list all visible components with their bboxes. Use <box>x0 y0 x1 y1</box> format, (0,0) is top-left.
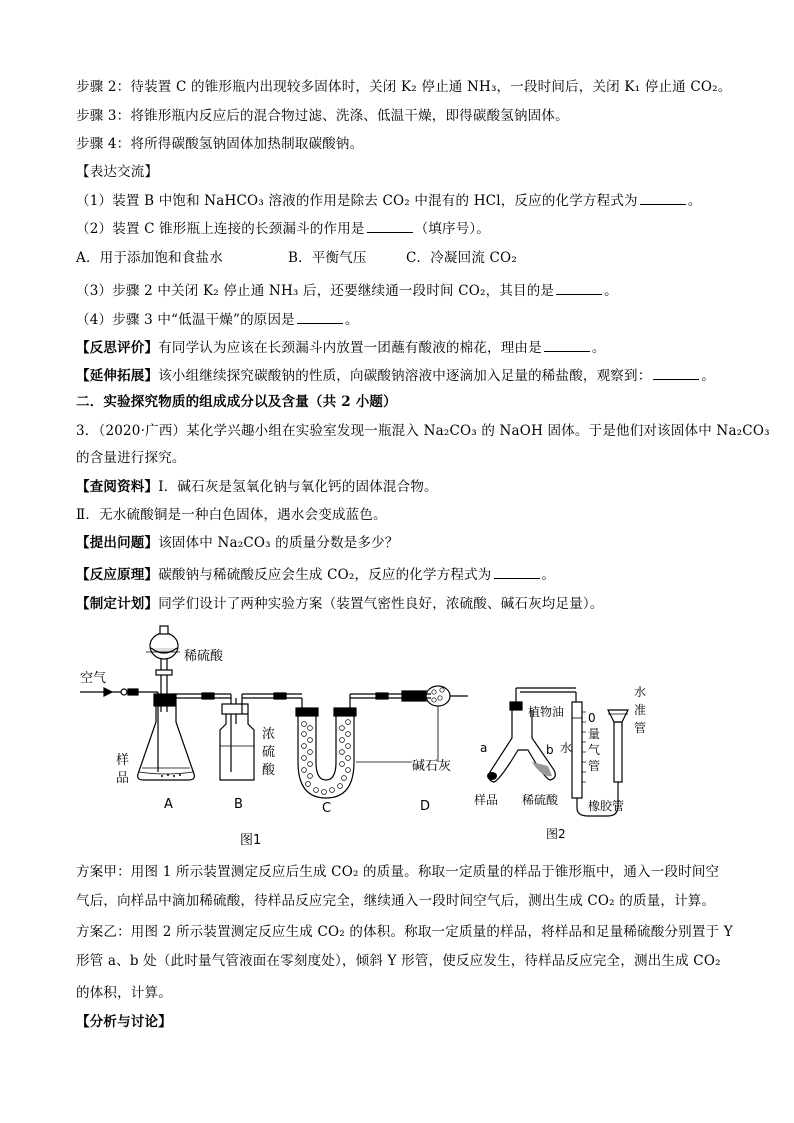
fig1-conc-acid-1: 浓 <box>262 727 276 742</box>
extension-text: 该小组继续探究碳酸钠的性质，向碳酸钠溶液中逐滴加入足量的稀盐酸，观察到： <box>158 368 652 384</box>
fig2-oil-label: 植物油 <box>528 705 565 719</box>
step-4: 步骤 4：将所得碳酸氢钠固体加热制取碳酸钠。 <box>76 136 364 152</box>
answer-blank-2[interactable] <box>367 218 413 233</box>
question-line <box>76 533 734 553</box>
drying-tube-d <box>426 686 450 706</box>
info-1 <box>76 477 734 497</box>
bottle-b-stopper <box>222 704 248 714</box>
reflection-text: 有同学认为应该在长颈漏斗内放置一团蘸有酸液的棉花，理由是 <box>158 340 542 356</box>
bottle-b <box>220 714 254 780</box>
fig2-level-tube-3: 管 <box>634 721 647 735</box>
fig1-soda-lime-label: 碱石灰 <box>412 759 452 774</box>
plan-b-line-1: 方案乙：用图 2 所示装置测定反应生成 CO₂ 的体积。称取一定质量的样品，将样品和足量稀硫酸分别置于 Y <box>76 924 733 940</box>
fig1-air-label: 空气 <box>80 671 107 686</box>
fig2-rubber-tube-label: 橡胶管 <box>588 799 625 813</box>
u-tube-left-stopper <box>296 708 318 716</box>
plan-a-line-1: 方案甲：用图 1 所示装置测定反应后生成 CO₂ 的质量。称取一定质量的样品于锥形瓶中，通入一段时间空 <box>76 864 720 880</box>
fig2-caption: 图2 <box>546 827 566 841</box>
option-b: B．平衡气压 <box>288 250 367 266</box>
expression-heading: 【表达交流】 <box>76 164 159 180</box>
air-arrow-icon <box>104 688 112 696</box>
fig2-a-label: a <box>480 741 488 755</box>
figure-1-apparatus <box>76 612 486 850</box>
answer-blank-principle[interactable] <box>494 564 540 579</box>
question-2-end: （填序号）。 <box>414 221 491 237</box>
fig2-zero-label: 0 <box>588 711 596 725</box>
fig1-label-c: C <box>322 801 332 816</box>
fig1-label-b: B <box>234 797 243 812</box>
level-tube <box>614 722 622 782</box>
question-4-end: 。 <box>344 312 359 328</box>
extension <box>76 365 734 386</box>
question-2-text: （2）装置 C 锥形瓶上连接的长颈漏斗的作用是 <box>76 221 365 237</box>
u-tube-right-stopper <box>334 708 356 716</box>
fig1-sample-label-1: 样 <box>116 753 130 768</box>
principle-label: 【反应原理】 <box>76 567 159 583</box>
answer-blank-4[interactable] <box>297 309 343 324</box>
fig1-conc-acid-2: 硫 <box>262 745 276 760</box>
funnel-stopcock <box>156 670 172 675</box>
option-a: A．用于添加饱和食盐水 <box>76 250 223 266</box>
extension-label: 【延伸拓展】 <box>76 368 159 384</box>
problem-3-intro-1: 3．（2020·广西）某化学兴趣小组在实验室发现一瓶混入 Na₂CO₃ 的 NaOH 固体。于是他们对该固体中 Na₂CO₃ <box>76 423 770 439</box>
fig1-label-a: A <box>164 797 173 812</box>
acid-in-y-tube <box>532 762 552 776</box>
sample-in-y-tube <box>487 772 497 780</box>
fig2-gas-tube-3: 管 <box>588 759 601 773</box>
fig2-level-tube-2: 准 <box>634 703 647 717</box>
question-3-end: 。 <box>604 283 618 299</box>
figure-2-apparatus <box>470 682 680 842</box>
question-label: 【提出问题】 <box>76 535 159 551</box>
step-3: 步骤 3：将锥形瓶内反应后的混合物过滤、洗涤、低温干燥，即得碳酸氢钠固体。 <box>76 108 569 124</box>
question-text: 该固体中 Na₂CO₃ 的质量分数是多少？ <box>158 535 399 551</box>
principle-line <box>76 564 734 585</box>
answer-blank-reflection[interactable] <box>544 337 590 352</box>
fig2-sample-label: 样品 <box>474 793 499 807</box>
flask-a-stopper <box>154 694 176 706</box>
fig1-dilute-acid-label: 稀硫酸 <box>184 649 224 664</box>
fig2-b-label: b <box>546 743 554 757</box>
plan-b-line-3: 的体积，计算。 <box>76 985 172 1001</box>
clamp-icon <box>121 689 127 695</box>
funnel-bulb <box>150 633 178 659</box>
rubber-connector <box>128 689 138 695</box>
plan-line <box>76 594 734 614</box>
question-1-text: （1）装置 B 中饱和 NaHCO₃ 溶液的作用是除去 CO₂ 中混有的 HCl，反应的化学方程式为 <box>76 193 638 209</box>
plan-text: 同学们设计了两种实验方案（装置气密性良好，浓硫酸、碱石灰均足量）。 <box>158 596 604 612</box>
principle-end: 。 <box>541 567 556 583</box>
fig2-water-label: 水 <box>560 741 573 755</box>
question-3-text: （3）步骤 2 中关闭 K₂ 停止通 NH₃ 后，还要继续通一段时间 CO₂，其目的是 <box>76 283 555 299</box>
plan-label: 【制定计划】 <box>76 596 159 612</box>
question-4 <box>76 309 734 330</box>
reflection <box>76 337 734 358</box>
question-2-options <box>76 248 734 268</box>
gas-measuring-tube <box>572 702 582 798</box>
reflection-end: 。 <box>591 340 606 356</box>
fig2-level-tube-1: 水 <box>634 685 647 699</box>
fig2-acid-label: 稀硫酸 <box>522 793 559 807</box>
fig2-gas-tube-1: 量 <box>588 727 601 741</box>
answer-blank-1[interactable] <box>640 190 686 205</box>
question-1-end: 。 <box>687 193 702 209</box>
problem-3-intro-2: 的含量进行探究。 <box>76 450 186 466</box>
fig1-label-d: D <box>420 799 431 814</box>
question-4-text: （4）步骤 3 中“低温干燥”的原因是 <box>76 312 295 328</box>
fig2-gas-tube-2: 气 <box>588 743 601 757</box>
fig1-caption: 图1 <box>240 833 262 848</box>
principle-text: 碳酸钠与稀硫酸反应会生成 CO₂，反应的化学方程式为 <box>158 567 492 583</box>
sample-in-flask <box>161 774 181 777</box>
extension-end: 。 <box>701 368 716 384</box>
answer-blank-3[interactable] <box>556 280 602 295</box>
soda-lime-granules <box>302 688 445 795</box>
info-2: Ⅱ．无水硫酸铜是一种白色固体，遇水会变成蓝色。 <box>76 507 387 523</box>
fig1-conc-acid-3: 酸 <box>262 763 276 778</box>
question-3 <box>76 280 734 301</box>
step-2: 步骤 2：待装置 C 的锥形瓶内出现较多固体时，关闭 K₂ 停止通 NH₃，一段时间后，关闭 K₁ 停止通 CO₂。 <box>76 79 732 95</box>
reflection-label: 【反思评价】 <box>76 340 159 356</box>
drying-tube-d-stopper <box>402 691 426 701</box>
level-tube-funnel <box>608 710 628 722</box>
fig1-sample-label-2: 品 <box>116 771 130 786</box>
analysis-heading: 【分析与讨论】 <box>76 1014 172 1030</box>
y-tube-stopper <box>510 702 522 710</box>
plan-b-line-2: 形管 a、b 处（此时量气管液面在零刻度处），倾斜 Y 形管，使反应发生，待样品反应完全，测出生成 CO₂ <box>76 953 721 969</box>
info-1-text: Ⅰ．碱石灰是氢氧化钠与氧化钙的固体混合物。 <box>158 479 438 495</box>
funnel-stopper <box>160 626 168 634</box>
option-c: C．冷凝回流 CO₂ <box>406 250 517 266</box>
question-2 <box>76 218 734 239</box>
plan-a-line-2: 气后，向样品中滴加稀硫酸，待样品反应完全，继续通入一段时间空气后，测出生成 CO₂ 的质量，计算。 <box>76 893 716 909</box>
info-label: 【查阅资料】 <box>76 479 159 495</box>
question-1 <box>76 190 734 211</box>
flask-a <box>138 706 195 780</box>
section-2-title: 二．实验探究物质的组成成分以及含量（共 2 小题） <box>76 394 397 410</box>
answer-blank-extension[interactable] <box>653 365 699 380</box>
